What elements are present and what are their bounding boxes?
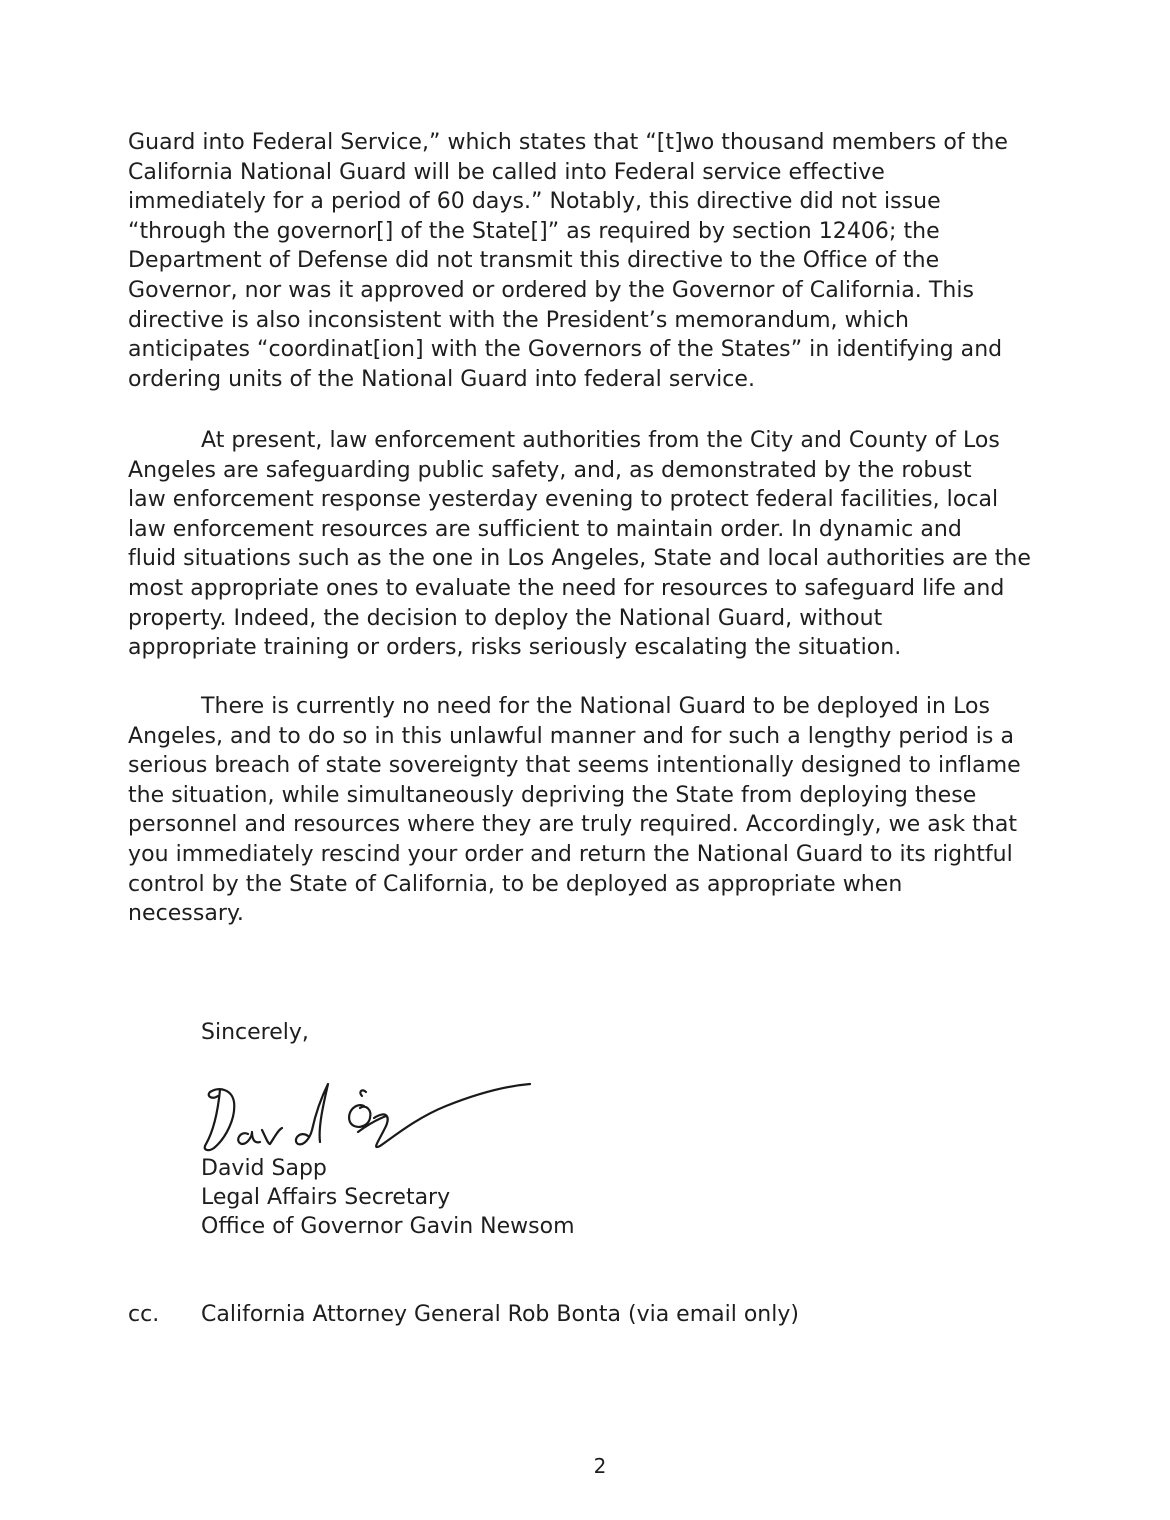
paragraph-line: Department of Defense did not transmit this directive to the Office of the <box>128 248 940 274</box>
body-paragraph <box>128 128 1068 394</box>
paragraph-line: control by the State of California, to be deployed as appropriate when <box>128 871 903 897</box>
paragraph-line: necessary. <box>128 901 244 927</box>
body-paragraph <box>128 692 1068 929</box>
closing-salutation: Sincerely, <box>201 1020 309 1045</box>
paragraph-line: Angeles, and to do so in this unlawful manner and for such a lengthy period is a <box>128 723 1015 749</box>
handwritten-signature <box>196 1072 536 1162</box>
body-paragraph <box>128 426 1068 663</box>
paragraph-line: California National Guard will be called into Federal service effective <box>128 159 885 185</box>
signer-title: Legal Affairs Secretary <box>201 1185 451 1210</box>
paragraph-line: anticipates “coordinat[ion] with the Governors of the States” in identifying and <box>128 337 1003 363</box>
paragraph-line: ordering units of the National Guard into federal service. <box>128 366 756 392</box>
paragraph-line: personnel and resources where they are truly required. Accordingly, we ask that <box>128 812 1018 838</box>
paragraph-line: law enforcement response yesterday evening to protect federal facilities, local <box>128 487 999 513</box>
signer-office: Office of Governor Gavin Newsom <box>201 1214 575 1239</box>
paragraph-line: Angeles are safeguarding public safety, and, as demonstrated by the robust <box>128 457 972 483</box>
paragraph-line: Governor, nor was it approved or ordered by the Governor of California. This <box>128 277 975 303</box>
paragraph-line: property. Indeed, the decision to deploy the National Guard, without <box>128 605 883 631</box>
paragraph-line: appropriate training or orders, risks seriously escalating the situation. <box>128 635 902 661</box>
paragraph-line: law enforcement resources are sufficient to maintain order. In dynamic and <box>128 516 962 542</box>
paragraph-line: you immediately rescind your order and return the National Guard to its rightful <box>128 841 1013 867</box>
paragraph-line: At present, law enforcement authorities from the City and County of Los <box>201 428 1000 453</box>
signer-name: David Sapp <box>201 1156 327 1181</box>
page-number: 2 <box>593 1454 607 1478</box>
paragraph-line: serious breach of state sovereignty that seems intentionally designed to inflame <box>128 753 1021 779</box>
paragraph-line: the situation, while simultaneously depriving the State from deploying these <box>128 782 977 808</box>
cc-label: cc. <box>128 1302 160 1327</box>
paragraph-line: directive is also inconsistent with the President’s memorandum, which <box>128 307 909 333</box>
paragraph-line: immediately for a period of 60 days.” Notably, this directive did not issue <box>128 189 941 215</box>
cc-recipient: California Attorney General Rob Bonta (via email only) <box>201 1302 799 1327</box>
paragraph-line: There is currently no need for the National Guard to be deployed in Los <box>201 694 991 719</box>
paragraph-line: Guard into Federal Service,” which states that “[t]wo thousand members of the <box>128 130 1008 155</box>
paragraph-line: fluid situations such as the one in Los Angeles, State and local authorities are the <box>128 546 1031 572</box>
paragraph-line: most appropriate ones to evaluate the need for resources to safeguard life and <box>128 575 1005 601</box>
paragraph-line: “through the governor[] of the State[]” as required by section 12406; the <box>128 218 940 244</box>
